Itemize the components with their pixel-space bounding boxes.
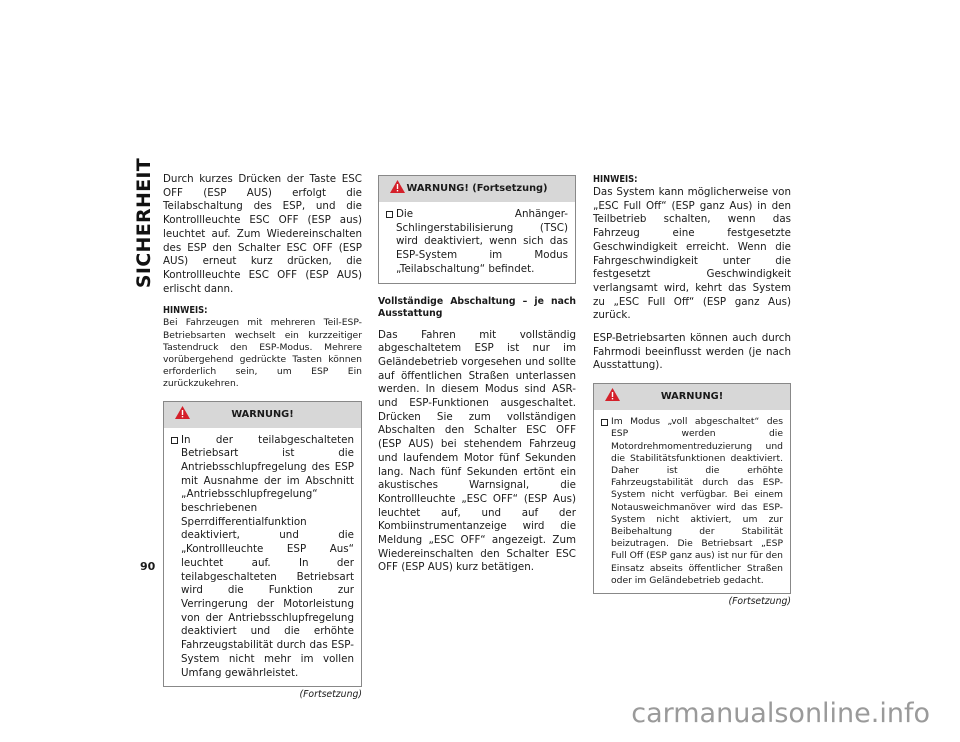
- modes-paragraph: ESP-Betriebsarten können auch durch Fahrmodi beeinflusst werden (je nach Ausstattung).: [593, 332, 791, 372]
- page-number: 90: [140, 560, 156, 573]
- column-3: [593, 174, 791, 609]
- side-tab-label: SICHERHEIT: [133, 157, 155, 289]
- column-2: [378, 175, 576, 575]
- section-heading: Vollständige Abschaltung – je nach Ausstattung: [378, 295, 576, 319]
- intro-paragraph: Durch kurzes Drücken der Taste ESC OFF (ESP AUS) erfolgt die Teilabschaltung des ESP, und die Kontrollleuchte ESC OFF (ESP aus) leuchtet auf. Zum Wiedereinschalten des ESP den Schalter ESC OFF (ESP AUS) erneut kurz drücken, die Kontrollleuchte ESC OFF (ESP AUS) erlischt dann.: [163, 173, 362, 295]
- watermark-link[interactable]: carmanualsonline.info: [631, 698, 930, 729]
- warning-item: [171, 434, 354, 681]
- warning-box-header: [594, 384, 790, 410]
- warning-title: WARNUNG!: [660, 391, 724, 403]
- note-title: HINWEIS:: [163, 305, 208, 317]
- note-text: Das System kann möglicherweise von „ESC Full Off“ (ESP ganz Aus) in den Teilbetrieb schalten, wenn das Fahrzeug eine festgesetzte Geschwindigkeit erreicht. Wenn die Fahrgeschwindigkeit unter die festgesetzt Geschwindigkeit verlangsamt wird, kehrt das System zu „ESC Full Off“ (ESP ganz Aus) zurück.: [593, 186, 791, 322]
- section-paragraph: Das Fahren mit vollständig abgeschaltetem ESP ist nur im Geländebetrieb vorgesehen und sollte auf öffentlichen Straßen unterlassen werden. In diesem Modus sind ASR- und ESP-Funktionen ausgeschaltet. Drücken Sie zum vollständigen Abschalten den Schalter ESC OFF (ESP AUS) bei stehendem Fahrzeug und laufendem Motor fünf Sekunden lang. Nach fünf Sekunden ertönt ein akustisches Warnsignal, die Kontrollleuchte „ESC OFF“ (ESP Aus) leuchtet auf, und auf der Kombiinstrumentanzeige wird die Meldung „ESC OFF“ angezeigt. Zum Wiedereinschalten den Schalter ESC OFF (ESP AUS) kurz betätigen.: [378, 328, 576, 574]
- checkbox-bullet-icon: [171, 437, 178, 444]
- continued-label: (Fortsetzung): [728, 595, 791, 607]
- warning-box-header: [164, 402, 361, 428]
- warning-item-text: Im Modus „voll abgeschaltet“ des ESP werden die Motordrehmomentreduzierung und die Stabilitätsfunktionen deaktiviert. Daher ist die erhöhte Fahrzeugstabilität durch das ESP-System nicht verfügbar. Bei einem Notausweichmanöver wird das ESP-System nicht aktiviert, um zur Beibehaltung der Stabilität beizutragen. Die Betriebsart „ESP Full Off (ESP ganz aus) ist nur für den Einsatz abseits öffentlicher Straßen oder im Geländebetrieb gedacht.: [611, 416, 783, 586]
- note-title: HINWEIS:: [593, 174, 638, 185]
- warning-triangle-icon: [174, 405, 191, 420]
- warning-item: [386, 208, 568, 277]
- warning-box: [593, 383, 791, 594]
- warning-title: WARNUNG!: [231, 408, 294, 420]
- section-side-tab: [133, 157, 155, 289]
- warning-box: [163, 401, 362, 688]
- column-1: [163, 173, 362, 702]
- warning-box-header: [379, 176, 575, 202]
- checkbox-bullet-icon: [386, 211, 393, 218]
- continued-label: (Fortsetzung): [299, 689, 362, 701]
- checkbox-bullet-icon: [601, 419, 608, 426]
- warning-item-text: Die Anhänger-Schlingerstabilisierung (TSC) wird deaktiviert, wenn sich das ESP-System im Modus „Teilabschaltung“ befindet.: [396, 208, 568, 275]
- warning-title: WARNUNG! (Fortsetzung): [406, 183, 548, 194]
- warning-item-text: In der teilabgeschalteten Betriebsart ist die Antriebsschlupfregelung des ESP mit Ausnahme der im Abschnitt „Antriebsschlupfregelung“ beschriebenen Sperrdifferentialfunktion deaktiviert, und die „Kontrollleuchte ESP Aus“ leuchtet auf. In der teilabgeschalteten Betriebsart wird die Funktion zur Verringerung der Motorleistung von der Antriebsschlupfregelung deaktiviert und die erhöhte Fahrzeugstabilität durch das ESP-System nicht mehr im vollen Umfang gewährleistet.: [181, 433, 354, 679]
- warning-triangle-icon: [389, 179, 406, 194]
- warning-triangle-icon: [604, 387, 621, 402]
- note-text: Bei Fahrzeugen mit mehreren Teil-ESP-Betriebsarten wechselt ein kurzzeitiger Tastendruck den ESP-Modus. Mehrere vorübergehend gedrückte Tasten können erforderlich sein, um ESP Ein zurückzukehren.: [163, 317, 362, 390]
- warning-item: [601, 416, 783, 587]
- warning-box-continued: [378, 175, 576, 284]
